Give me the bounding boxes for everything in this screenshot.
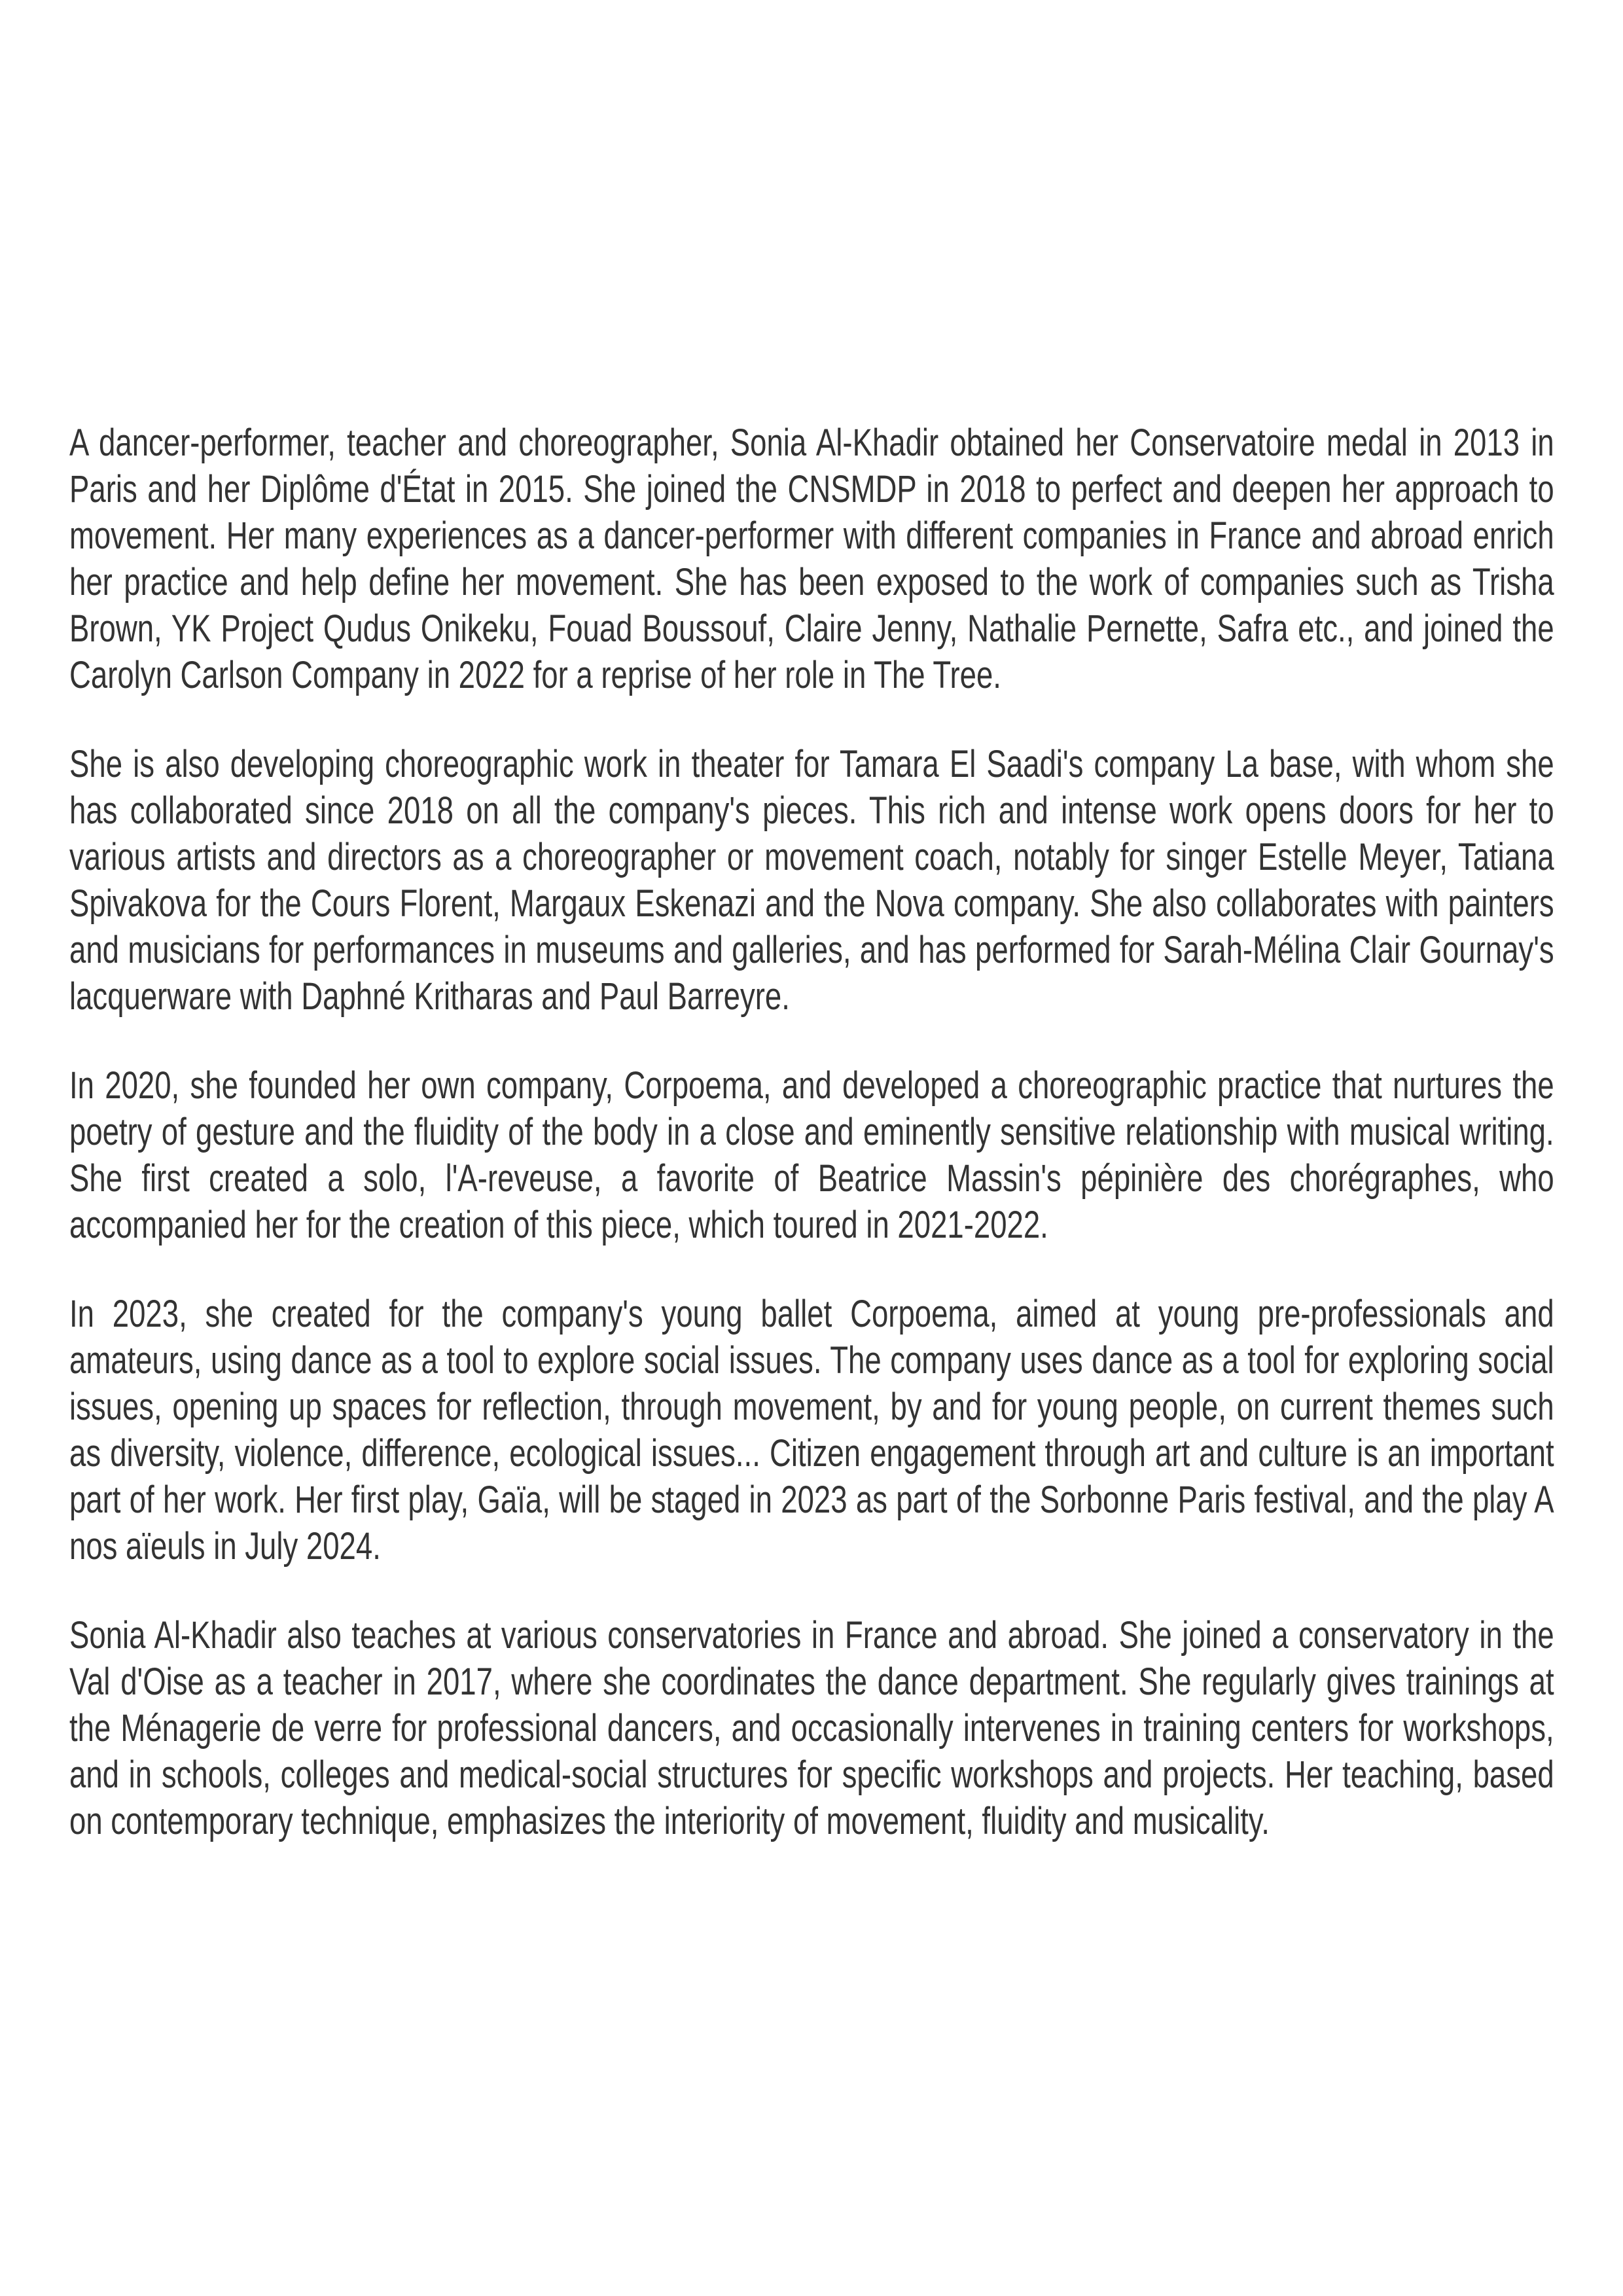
bio-paragraph-career: A dancer-performer, teacher and choreographer, Sonia Al-Khadir obtained her Conservatoire medal in 2013 in Paris and her Diplôme d'État in 2015. She joined the CNSMDP in 2018 to perfect and deepen her approach to movement. Her many experiences as a dancer-performer with different companies in France and abroad enrich her practice and help define her movement. She has been exposed to the work of companies such as Trisha Brown, YK Project Qudus Onikeku, Fouad Boussouf, Claire Jenny, Nathalie Pernette, Safra etc., and joined the Carolyn Carlson Company in 2022 for a reprise of her role in The Tree. [69, 422, 1554, 696]
biography-text [69, 420, 1554, 1844]
bio-paragraph-young-ballet: In 2023, she created for the company's young ballet Corpoema, aimed at young pre-professionals and amateurs, using dance as a tool to explore social issues. The company uses dance as a tool for exploring social issues, opening up spaces for reflection, through movement, by and for young people, on current themes such as diversity, violence, difference, ecological issues... Citizen engagement through art and culture is an important part of her work. Her first play, Gaïa, will be staged in 2023 as part of the Sorbonne Paris festival, and the play A nos aïeuls in July 2024. [69, 1293, 1554, 1568]
bio-paragraph-company-corpoema: In 2020, she founded her own company, Corpoema, and developed a choreographic practice that nurtures the poetry of gesture and the fluidity of the body in a close and eminently sensitive relationship with musical writing. She first created a solo, l'A-reveuse, a favorite of Beatrice Massin's pépinière des chorégraphes, who accompanied her for the creation of this piece, which toured in 2021-2022. [69, 1064, 1554, 1246]
bio-paragraph-teaching: Sonia Al-Khadir also teaches at various conservatories in France and abroad. She joined a conservatory in the Val d'Oise as a teacher in 2017, where she coordinates the dance department. She regularly gives trainings at the Ménagerie de verre for professional dancers, and occasionally intervenes in training centers for workshops, and in schools, colleges and medical-social structures for specific workshops and projects. Her teaching, based on contemporary technique, emphasizes the interiority of movement, fluidity and musicality. [69, 1614, 1554, 1842]
bio-paragraph-theater-collaborations: She is also developing choreographic work in theater for Tamara El Saadi's company La base, with whom she has collaborated since 2018 on all the company's pieces. This rich and intense work opens doors for her to various artists and directors as a choreographer or movement coach, notably for singer Estelle Meyer, Tatiana Spivakova for the Cours Florent, Margaux Eskenazi and the Nova company. She also collaborates with painters and musicians for performances in museums and galleries, and has performed for Sarah-Mélina Clair Gournay's lacquerware with Daphné Kritharas and Paul Barreyre. [69, 743, 1554, 1018]
